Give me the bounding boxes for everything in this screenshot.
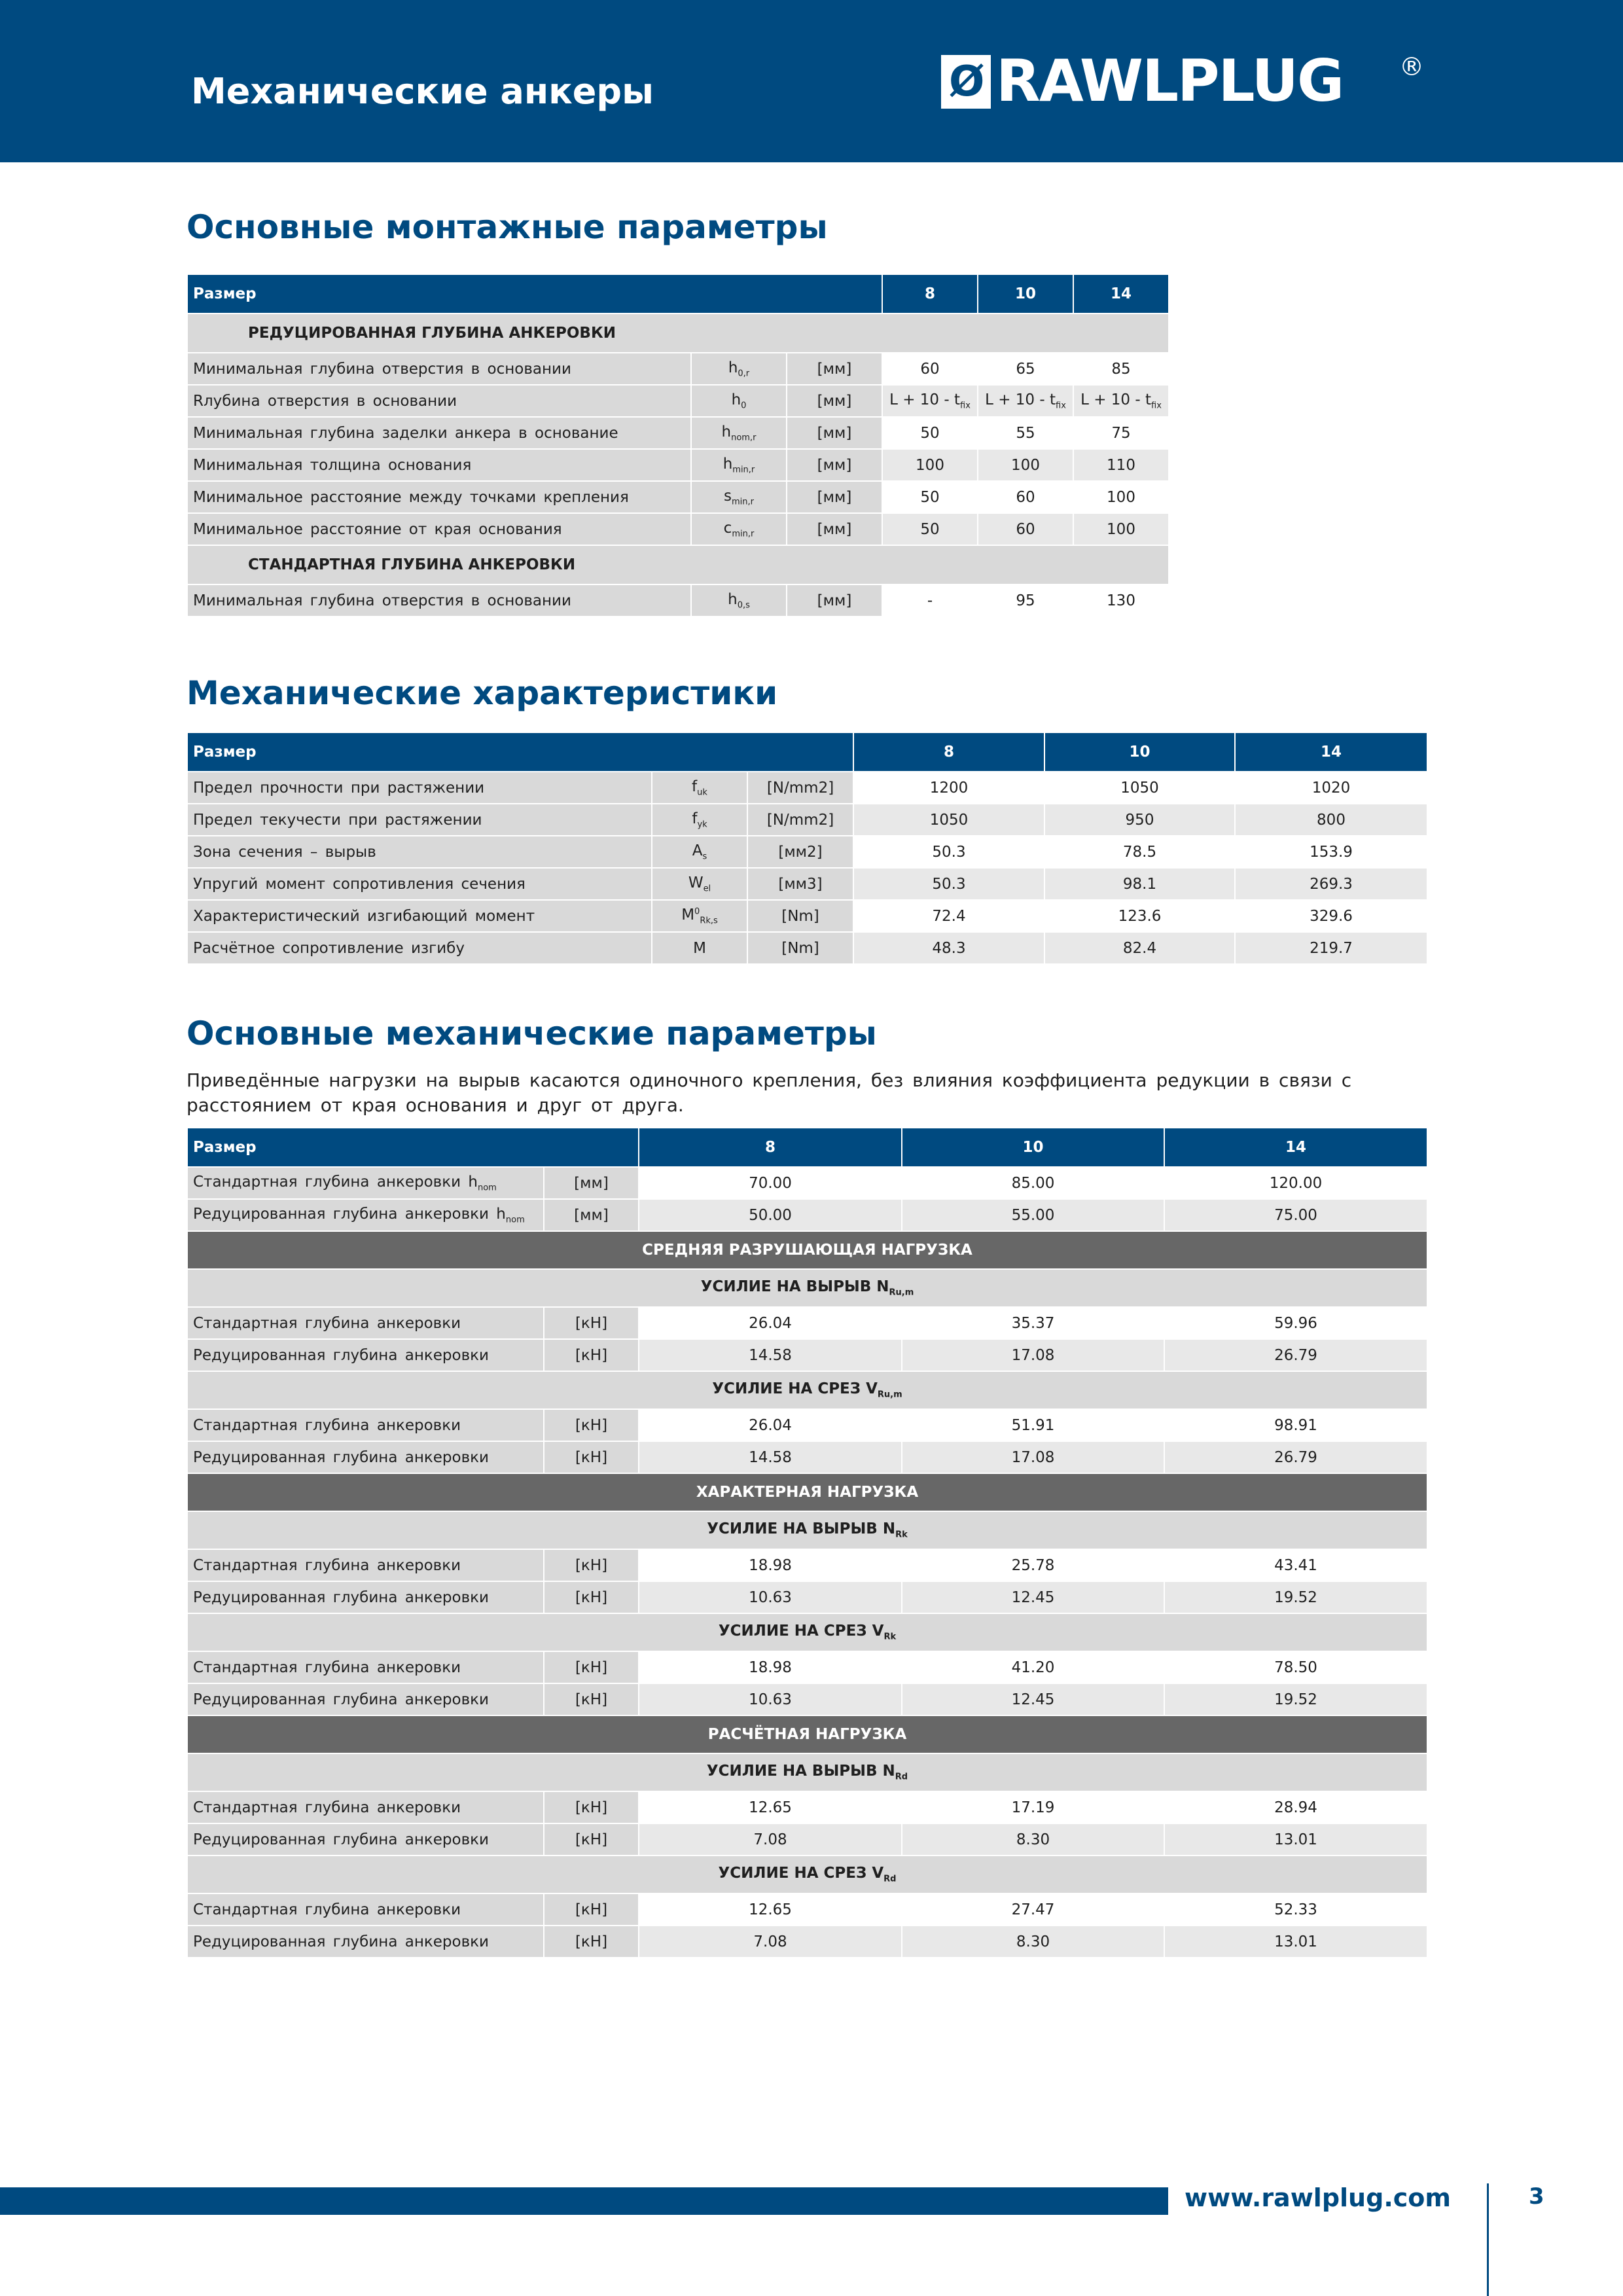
row-label: Упругий момент сопротивления сечения [187, 868, 652, 900]
size-header-label: Размер [187, 274, 882, 314]
value-cell: 26.04 [639, 1307, 902, 1339]
table-row [187, 449, 1169, 481]
row-label: Редуцированная глубина анкеровки [187, 1441, 544, 1473]
value-cell: 13.01 [1164, 1823, 1427, 1856]
row-unit: [кН] [544, 1581, 639, 1613]
sub-title [187, 1269, 1427, 1307]
value-cell: 72.4 [853, 900, 1044, 932]
row-symbol [652, 900, 747, 932]
sub-title [187, 1753, 1427, 1791]
value-text: 100 [916, 456, 944, 474]
sub-band-row [187, 1856, 1427, 1893]
row-unit: [кН] [544, 1339, 639, 1371]
row-label: Характеристический изгибающий момент [187, 900, 652, 932]
sub-title-text: УСИЛИЕ НА СРЕЗ V [718, 1623, 884, 1640]
mechanical-characteristics-table [187, 732, 1428, 965]
registered-icon: ® [1399, 52, 1424, 81]
footer-divider [1487, 2183, 1489, 2296]
table-row [187, 353, 1169, 385]
load-parameters-table [187, 1127, 1428, 1958]
sub-title-subscript: Rd [895, 1772, 908, 1782]
symbol-text: M [693, 939, 706, 957]
table-row [187, 932, 1427, 964]
value-cell: 7.08 [639, 1823, 902, 1856]
symbol-text: s [724, 487, 732, 505]
sub-title-subscript: Ru,m [877, 1390, 902, 1400]
row-label: Минимальная толщина основания [187, 449, 691, 481]
row-unit: [мм] [787, 385, 882, 417]
value-cell: 75.00 [1164, 1199, 1427, 1231]
row-unit: [кН] [544, 1791, 639, 1823]
value-cell [1073, 385, 1169, 417]
row-unit: [N/mm2] [747, 772, 853, 804]
row-label: Минимальная глубина отверстия в основании [187, 584, 691, 617]
row-symbol [691, 584, 787, 617]
sub-title [187, 1371, 1427, 1409]
table-row [187, 868, 1427, 900]
value-cell: 13.01 [1164, 1926, 1427, 1958]
label-subscript: nom [505, 1215, 525, 1225]
table-row [187, 385, 1169, 417]
size-header-14: 14 [1164, 1128, 1427, 1167]
value-text: 110 [1107, 456, 1135, 474]
row-unit: [кН] [544, 1409, 639, 1441]
size-header-10: 10 [1044, 732, 1235, 772]
sub-band-row [187, 1269, 1427, 1307]
sub-title-subscript: Ru,m [889, 1287, 914, 1298]
row-unit: [кН] [544, 1549, 639, 1581]
page-number: 3 [1529, 2183, 1544, 2210]
value-cell: 17.19 [902, 1791, 1164, 1823]
row-label: Стандартная глубина анкеровки [187, 1791, 544, 1823]
sub-title-text: УСИЛИЕ НА ВЫРЫВ N [707, 1520, 896, 1538]
row-unit: [мм] [544, 1199, 639, 1231]
table-row [187, 1791, 1427, 1823]
row-label [187, 1199, 544, 1231]
value-cell: 28.94 [1164, 1791, 1427, 1823]
row-label: Минимальная глубина заделки анкера в основание [187, 417, 691, 449]
section-title-mechanical: Механические характеристики [187, 674, 778, 712]
value-cell: 41.20 [902, 1651, 1164, 1683]
value-cell: 98.91 [1164, 1409, 1427, 1441]
value-cell [1073, 584, 1169, 617]
value-cell: 50.3 [853, 836, 1044, 868]
sub-title-text: УСИЛИЕ НА СРЕЗ V [712, 1380, 878, 1398]
row-unit: [Nm] [747, 932, 853, 964]
sub-band-row [187, 1511, 1427, 1549]
symbol-subscript: min,r [732, 529, 755, 539]
row-label: Редуцированная глубина анкеровки [187, 1823, 544, 1856]
row-unit: [мм] [787, 513, 882, 545]
value-cell [978, 513, 1073, 545]
value-cell: 19.52 [1164, 1581, 1427, 1613]
value-cell: 10.63 [639, 1581, 902, 1613]
row-label: Стандартная глубина анкеровки [187, 1549, 544, 1581]
row-unit: [мм2] [747, 836, 853, 868]
table-header-row [187, 1128, 1427, 1167]
value-cell: 78.5 [1044, 836, 1235, 868]
value-cell: 52.33 [1164, 1893, 1427, 1926]
value-text: L + 10 - t [889, 391, 961, 408]
symbol-text: f [692, 810, 698, 827]
page-header [0, 0, 1623, 162]
label-subscript: nom [477, 1183, 497, 1193]
value-cell: 43.41 [1164, 1549, 1427, 1581]
value-cell: 55.00 [902, 1199, 1164, 1231]
value-cell: 25.78 [902, 1549, 1164, 1581]
symbol-text: A [692, 842, 703, 859]
value-cell: 219.7 [1235, 932, 1427, 964]
group-title: СРЕДНЯЯ РАЗРУШАЮЩАЯ НАГРУЗКА [187, 1231, 1427, 1269]
table-row [187, 1683, 1427, 1715]
row-symbol [691, 417, 787, 449]
band-reduced-depth: РЕДУЦИРОВАННАЯ ГЛУБИНА АНКЕРОВКИ [187, 314, 1169, 353]
size-header-label: Размер [187, 1128, 639, 1167]
row-symbol [691, 385, 787, 417]
value-cell: 48.3 [853, 932, 1044, 964]
symbol-subscript: 0,r [738, 368, 750, 379]
table-row [187, 584, 1169, 617]
symbol-text: f [692, 778, 698, 795]
row-label: Стандартная глубина анкеровки [187, 1409, 544, 1441]
table-row [187, 1199, 1427, 1231]
label-text: Стандартная глубина анкеровки h [193, 1173, 478, 1191]
symbol-subscript: nom,r [731, 433, 757, 443]
symbol-subscript: min,r [731, 497, 754, 507]
value-cell: 26.04 [639, 1409, 902, 1441]
sub-title-text: УСИЛИЕ НА СРЕЗ V [718, 1865, 884, 1882]
table-row [187, 1823, 1427, 1856]
row-label: Редуцированная глубина анкеровки [187, 1926, 544, 1958]
symbol-text: h [728, 590, 738, 608]
row-unit: [кН] [544, 1893, 639, 1926]
value-text: L + 10 - t [985, 391, 1056, 408]
row-label: Редуцированная глубина анкеровки [187, 1683, 544, 1715]
symbol-subscript: s [702, 852, 707, 862]
value-cell: 82.4 [1044, 932, 1235, 964]
symbol-text: h [728, 359, 738, 376]
row-label: Предел текучести при растяжении [187, 804, 652, 836]
value-subscript: fix [1151, 401, 1162, 411]
sub-title-text: УСИЛИЕ НА ВЫРЫВ N [700, 1278, 889, 1296]
value-cell: 950 [1044, 804, 1235, 836]
value-cell [1073, 513, 1169, 545]
symbol-subscript: Rk,s [700, 916, 718, 926]
value-cell: 14.58 [639, 1441, 902, 1473]
symbol-text: M [681, 906, 695, 924]
symbol-text: W [688, 874, 704, 891]
value-text: 60 [1016, 520, 1035, 538]
sub-band-row [187, 1613, 1427, 1651]
value-cell: 51.91 [902, 1409, 1164, 1441]
value-text: 75 [1111, 424, 1131, 442]
value-cell: 269.3 [1235, 868, 1427, 900]
symbol-text: h [731, 391, 741, 408]
value-text: 95 [1016, 592, 1035, 609]
logo-mark-icon: Ø [941, 55, 991, 109]
value-text: 50 [920, 424, 940, 442]
installation-parameters-table [187, 274, 1169, 617]
row-label: Минимальное расстояние между точками крепления [187, 481, 691, 513]
row-symbol [691, 481, 787, 513]
group-title: ХАРАКТЕРНАЯ НАГРУЗКА [187, 1473, 1427, 1511]
sub-title-subscript: Rk [895, 1530, 908, 1540]
group-band-row [187, 1715, 1427, 1753]
value-text: 60 [920, 360, 940, 378]
row-label: Стандартная глубина анкеровки [187, 1651, 544, 1683]
table-row [187, 1441, 1427, 1473]
value-cell: 8.30 [902, 1823, 1164, 1856]
row-symbol [652, 772, 747, 804]
value-cell: 1020 [1235, 772, 1427, 804]
row-unit: [мм3] [747, 868, 853, 900]
value-cell [882, 385, 978, 417]
value-text: 50 [920, 488, 940, 506]
value-cell: 120.00 [1164, 1167, 1427, 1199]
row-label: Зона сечения – вырыв [187, 836, 652, 868]
table-row [187, 836, 1427, 868]
footer-link[interactable]: www.rawlplug.com [1185, 2183, 1451, 2212]
symbol-text: h [721, 423, 732, 440]
table-row [187, 481, 1169, 513]
size-header-label: Размер [187, 732, 853, 772]
row-symbol [652, 868, 747, 900]
sub-title-subscript: Rd [883, 1874, 897, 1884]
sub-title-subscript: Rk [883, 1632, 897, 1642]
row-unit: [мм] [787, 417, 882, 449]
table-row [187, 1307, 1427, 1339]
symbol-subscript: uk [697, 787, 707, 798]
value-cell [882, 481, 978, 513]
group-title: РАСЧЁТНАЯ НАГРУЗКА [187, 1715, 1427, 1753]
value-cell [978, 449, 1073, 481]
size-header-14: 14 [1235, 732, 1427, 772]
row-unit: [кН] [544, 1651, 639, 1683]
value-text: 100 [1011, 456, 1040, 474]
value-cell: 27.47 [902, 1893, 1164, 1926]
table-row [187, 1409, 1427, 1441]
row-unit: [мм] [787, 584, 882, 617]
row-symbol [652, 932, 747, 964]
value-text: 55 [1016, 424, 1035, 442]
value-cell: 12.45 [902, 1683, 1164, 1715]
value-cell: 70.00 [639, 1167, 902, 1199]
table-row [187, 513, 1169, 545]
value-text: 85 [1111, 360, 1131, 378]
row-label: Минимальное расстояние от края основания [187, 513, 691, 545]
value-cell [978, 417, 1073, 449]
value-text: 65 [1016, 360, 1035, 378]
table-row [187, 1549, 1427, 1581]
sub-band-row [187, 1371, 1427, 1409]
size-header-8: 8 [639, 1128, 902, 1167]
table-header-row [187, 732, 1427, 772]
value-cell [882, 449, 978, 481]
value-cell [882, 417, 978, 449]
value-cell [1073, 353, 1169, 385]
sub-band-row [187, 1753, 1427, 1791]
value-cell: 153.9 [1235, 836, 1427, 868]
table-header-row [187, 274, 1169, 314]
value-text: 60 [1016, 488, 1035, 506]
row-unit: [кН] [544, 1307, 639, 1339]
table-row [187, 772, 1427, 804]
symbol-subscript: 0,s [737, 600, 750, 611]
row-symbol [652, 804, 747, 836]
value-cell: 8.30 [902, 1926, 1164, 1958]
row-label: Стандартная глубина анкеровки [187, 1307, 544, 1339]
value-cell: 59.96 [1164, 1307, 1427, 1339]
value-cell: 12.45 [902, 1581, 1164, 1613]
value-cell [1073, 481, 1169, 513]
value-cell: 78.50 [1164, 1651, 1427, 1683]
row-unit: [Nm] [747, 900, 853, 932]
value-text: 50 [920, 520, 940, 538]
value-cell: 1050 [853, 804, 1044, 836]
row-unit: [мм] [544, 1167, 639, 1199]
value-cell: 12.65 [639, 1791, 902, 1823]
footer-bar [0, 2187, 1168, 2215]
row-unit: [кН] [544, 1823, 639, 1856]
value-cell: 50.3 [853, 868, 1044, 900]
row-label: Минимальная глубина отверстия в основании [187, 353, 691, 385]
table-row [187, 1926, 1427, 1958]
value-cell [882, 353, 978, 385]
value-cell [1073, 417, 1169, 449]
table-row [187, 1339, 1427, 1371]
symbol-text: c [723, 519, 732, 537]
table-row [187, 900, 1427, 932]
value-cell: 1050 [1044, 772, 1235, 804]
row-symbol [652, 836, 747, 868]
value-cell: 19.52 [1164, 1683, 1427, 1715]
row-unit: [кН] [544, 1926, 639, 1958]
symbol-subscript: min,r [732, 465, 755, 475]
sub-title-text: УСИЛИЕ НА ВЫРЫВ N [706, 1763, 895, 1780]
row-label: Редуцированная глубина анкеровки [187, 1581, 544, 1613]
value-cell: 800 [1235, 804, 1427, 836]
band-row [187, 314, 1169, 353]
value-cell: 17.08 [902, 1339, 1164, 1371]
row-symbol [691, 449, 787, 481]
value-cell: 17.08 [902, 1441, 1164, 1473]
value-cell: 26.79 [1164, 1441, 1427, 1473]
intro-paragraph: Приведённые нагрузки на вырыв касаются одиночного крепления, без влияния коэффициента редукции в связи с расстоянием от края основания и друг от друга. [187, 1069, 1352, 1116]
row-label: Стандартная глубина анкеровки [187, 1893, 544, 1926]
value-text: 100 [1107, 488, 1135, 506]
row-label: Редуцированная глубина анкеровки [187, 1339, 544, 1371]
symbol-subscript: el [703, 884, 711, 894]
row-unit: [мм] [787, 481, 882, 513]
value-cell [1073, 449, 1169, 481]
group-band-row [187, 1231, 1427, 1269]
row-symbol [691, 353, 787, 385]
value-cell: 18.98 [639, 1549, 902, 1581]
symbol-subscript: yk [697, 819, 707, 830]
band-row [187, 545, 1169, 584]
table-row [187, 1893, 1427, 1926]
value-cell [978, 584, 1073, 617]
section-title-installation: Основные монтажные параметры [187, 208, 828, 246]
sub-title [187, 1511, 1427, 1549]
size-header-10: 10 [902, 1128, 1164, 1167]
symbol-subscript: 0 [741, 401, 747, 411]
value-text: 130 [1107, 592, 1135, 609]
row-label: Rлубина отверстия в основании [187, 385, 691, 417]
value-cell: 85.00 [902, 1167, 1164, 1199]
value-cell [978, 385, 1073, 417]
label-text: Редуцированная глубина анкеровки h [193, 1205, 506, 1223]
row-unit: [мм] [787, 449, 882, 481]
value-cell: 12.65 [639, 1893, 902, 1926]
symbol-text: h [722, 455, 733, 473]
row-symbol [691, 513, 787, 545]
value-subscript: fix [960, 401, 971, 411]
value-cell: 14.58 [639, 1339, 902, 1371]
table-row [187, 1651, 1427, 1683]
row-label: Расчётное сопротивление изгибу [187, 932, 652, 964]
row-label [187, 1167, 544, 1199]
sub-title [187, 1856, 1427, 1893]
row-unit: [мм] [787, 353, 882, 385]
row-unit: [кН] [544, 1441, 639, 1473]
value-cell: 7.08 [639, 1926, 902, 1958]
value-text: - [927, 592, 933, 609]
table-row [187, 1167, 1427, 1199]
value-cell: 50.00 [639, 1199, 902, 1231]
sub-title [187, 1613, 1427, 1651]
logo-text: RAWLPLUG [996, 47, 1344, 115]
page-title: Механические анкеры [191, 71, 654, 112]
table-row [187, 417, 1169, 449]
value-cell [978, 481, 1073, 513]
value-cell: 98.1 [1044, 868, 1235, 900]
size-header-8: 8 [882, 274, 978, 314]
value-cell: 18.98 [639, 1651, 902, 1683]
value-cell [882, 584, 978, 617]
value-cell: 1200 [853, 772, 1044, 804]
group-band-row [187, 1473, 1427, 1511]
value-subscript: fix [1056, 401, 1066, 411]
size-header-14: 14 [1073, 274, 1169, 314]
value-cell: 26.79 [1164, 1339, 1427, 1371]
size-header-8: 8 [853, 732, 1044, 772]
row-unit: [кН] [544, 1683, 639, 1715]
band-standard-depth: СТАНДАРТНАЯ ГЛУБИНА АНКЕРОВКИ [187, 545, 1169, 584]
value-cell: 329.6 [1235, 900, 1427, 932]
value-text: L + 10 - t [1080, 391, 1152, 408]
symbol-superscript: 0 [694, 906, 700, 917]
section-title-basic-mechanical: Основные механические параметры [187, 1014, 877, 1052]
value-cell [978, 353, 1073, 385]
value-text: 100 [1107, 520, 1135, 538]
value-cell: 35.37 [902, 1307, 1164, 1339]
table-row [187, 1581, 1427, 1613]
table-row [187, 804, 1427, 836]
row-label: Предел прочности при растяжении [187, 772, 652, 804]
value-cell: 10.63 [639, 1683, 902, 1715]
size-header-10: 10 [978, 274, 1073, 314]
value-cell: 123.6 [1044, 900, 1235, 932]
value-cell [882, 513, 978, 545]
row-unit: [N/mm2] [747, 804, 853, 836]
